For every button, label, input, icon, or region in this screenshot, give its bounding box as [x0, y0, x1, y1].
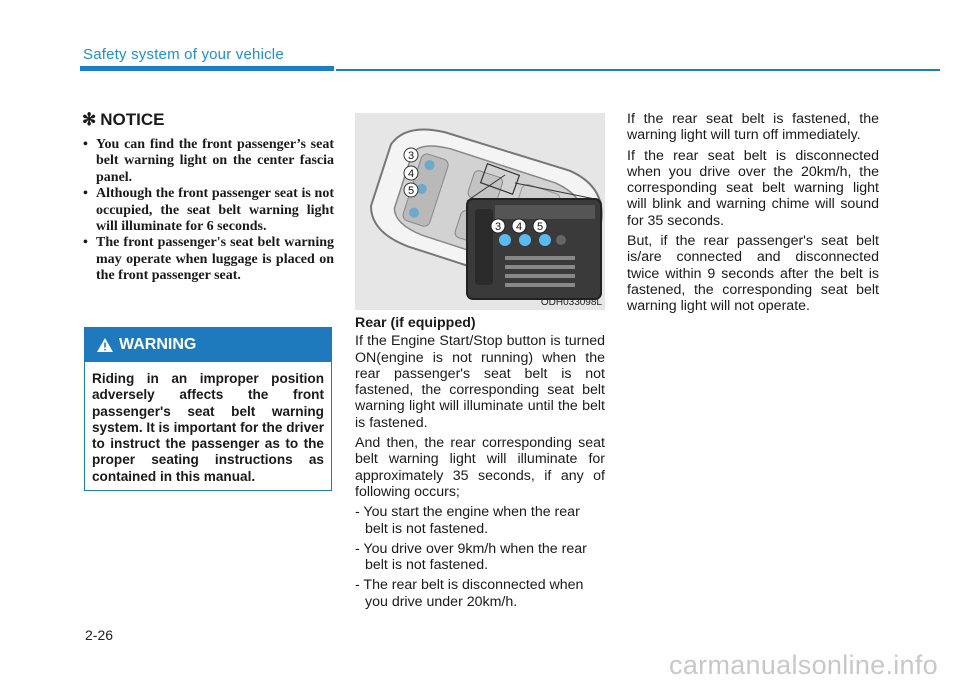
watermark: carmanualsonline.info [669, 650, 938, 680]
section-header: Safety system of your vehicle [83, 46, 284, 63]
notice-item: • You can find the front passenger’s seat belt warning light on the center fascia panel. [82, 137, 334, 186]
warning-header [85, 328, 331, 362]
warning-triangle-icon [97, 338, 113, 352]
notice-heading [82, 110, 334, 130]
notice-item: • The front passenger's seat belt warning may operate when luggage is placed on the front passenger seat. [82, 235, 334, 284]
header-rule-thick [80, 66, 334, 71]
notice-item: • Although the front passenger seat is not occupied, the seat belt warning light will illuminate for 6 seconds. [82, 186, 334, 235]
rear-section [355, 315, 605, 614]
warning-box [84, 327, 332, 491]
body-paragraph: If the rear seat belt is fastened, the warning light will turn off immediately. [627, 111, 879, 144]
svg-text:3: 3 [407, 150, 415, 162]
rear-condition-item: - You drive over 9km/h when the rear belt is not fastened. [355, 540, 587, 574]
body-paragraph: If the rear seat belt is disconnected when you drive over the 20km/h, the corresponding seat belt warning light will blink and warning chime will sound for 35 seconds. [627, 147, 879, 229]
rear-condition-item: - The rear belt is disconnected when you drive under 20km/h. [355, 577, 584, 610]
svg-text:4: 4 [407, 168, 415, 180]
notice-title: NOTICE [100, 110, 165, 129]
warning-light-panel [467, 199, 601, 299]
svg-text:3: 3 [494, 221, 502, 233]
rear-paragraph: If the Engine Start/Stop button is turned ON(engine is not running) when the rear passenger's seat belt is not fastened, the corresponding seat belt warning light will illuminate until the belt is fastened. [355, 333, 605, 431]
header-rule-thin [336, 69, 940, 71]
rear-belt-behavior-section [627, 111, 879, 319]
svg-text:5: 5 [407, 185, 415, 197]
svg-text:4: 4 [515, 221, 523, 233]
car-topview-illustration [355, 113, 605, 310]
car-seat-belt-figure [355, 113, 605, 310]
rear-subheading: Rear (if equipped) [355, 315, 476, 331]
figure-caption: ODH033098L [540, 297, 602, 308]
page-number: 2-26 [85, 627, 114, 643]
rear-condition-item: - You start the engine when the rear belt is not fastened. [355, 504, 580, 537]
rear-paragraph: And then, the rear corresponding seat belt warning light will illuminate for approximately 35 seconds, if any of following occurs; [355, 435, 605, 500]
notice-section [82, 110, 334, 285]
rear-seat-labels [404, 148, 418, 197]
notice-list [82, 137, 334, 285]
svg-text:5: 5 [536, 221, 544, 233]
warning-title: WARNING [119, 336, 197, 353]
body-paragraph: But, if the rear passenger's seat belt is/are connected and disconnected twice within 9 seconds after the belt is fastened, the corresponding seat belt warning light will not operate. [627, 233, 879, 315]
warning-text: Riding in an improper position adversely affects the front passenger's seat belt warning system. It is important for the driver to instruct the passenger as to the proper seating instructions as contained in this manual. [92, 371, 324, 484]
asterisk-icon: ✻ [82, 110, 97, 129]
